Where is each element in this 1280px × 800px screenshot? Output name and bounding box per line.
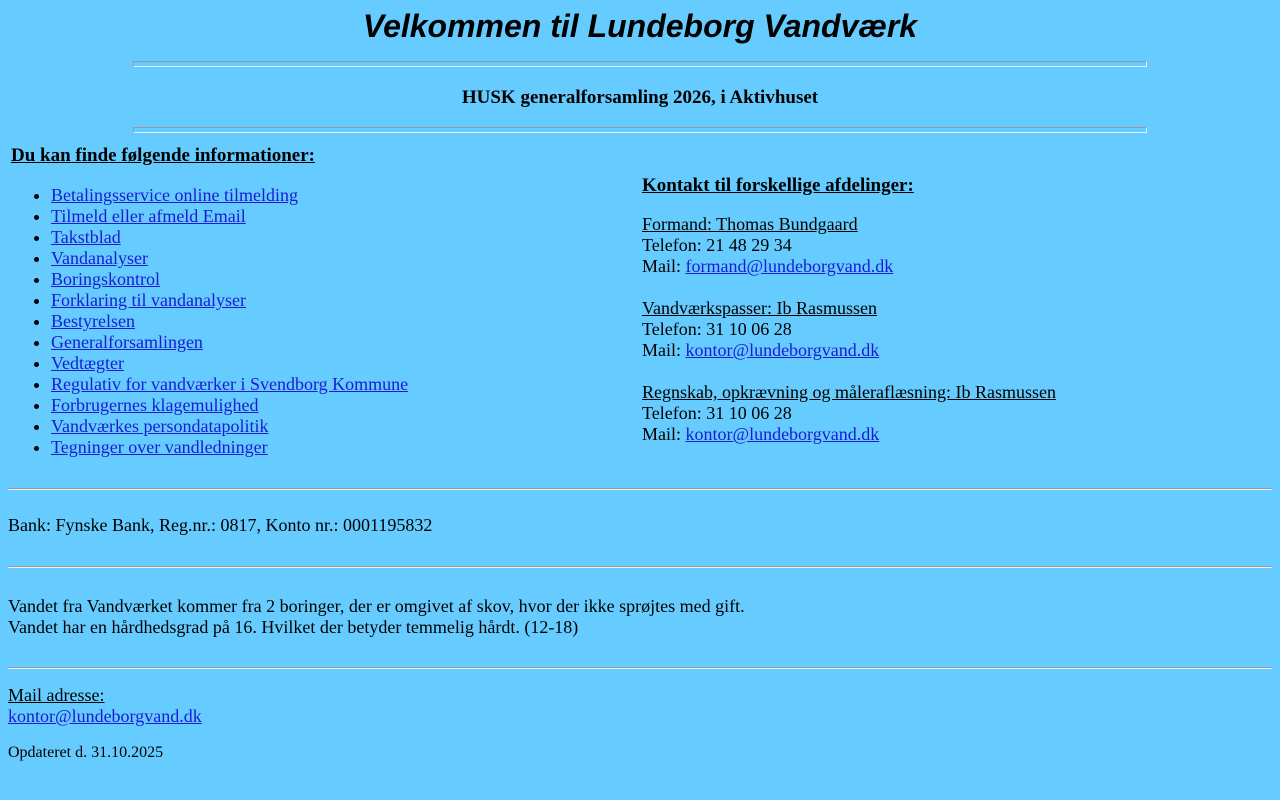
- contact-entry: [642, 214, 1262, 277]
- mail-address-section: [8, 685, 202, 727]
- mail-label: Mail:: [642, 256, 681, 276]
- divider: [133, 61, 1147, 67]
- mail-address-link[interactable]: kontor@lundeborgvand.dk: [8, 706, 202, 726]
- mail-label: Mail:: [642, 424, 681, 444]
- contact-role: Formand: Thomas Bundgaard: [642, 214, 858, 234]
- water-info-line: Vandet har en hårdhedsgrad på 16. Hvilket der betyder temmelig hårdt. (12-18): [8, 617, 579, 637]
- link-regulativ[interactable]: Regulativ for vandværker i Svendborg Kommune: [51, 374, 409, 394]
- link-boringskontrol[interactable]: Boringskontrol: [51, 269, 161, 289]
- link-bestyrelsen[interactable]: Bestyrelsen: [51, 311, 135, 331]
- list-item: [51, 290, 408, 311]
- announcement: HUSK generalforsamling 2026, i Aktivhuset: [461, 87, 819, 108]
- list-item: [51, 269, 408, 290]
- list-item: [51, 395, 408, 416]
- contact-section: [642, 174, 1262, 466]
- mail-address-label: Mail adresse:: [8, 685, 105, 705]
- divider: [8, 667, 1272, 669]
- divider: [8, 566, 1272, 568]
- link-generalforsamlingen[interactable]: Generalforsamlingen: [51, 332, 203, 352]
- list-item: [51, 437, 408, 458]
- contact-entry: [642, 382, 1262, 445]
- contact-entry: [642, 298, 1262, 361]
- list-item: [51, 332, 408, 353]
- contact-phone: Telefon: 21 48 29 34: [642, 235, 792, 255]
- link-persondatapolitik[interactable]: Vandværkes persondatapolitik: [51, 416, 269, 436]
- link-tilmeld-email[interactable]: Tilmeld eller afmeld Email: [51, 206, 246, 226]
- list-item: [51, 227, 408, 248]
- contact-role: Vandværkspasser: Ib Rasmussen: [642, 298, 877, 318]
- updated-date: Opdateret d. 31.10.2025: [8, 744, 164, 761]
- water-info-line: Vandet fra Vandværket kommer fra 2 boringer, der er omgivet af skov, hvor der ikke sprøjtes med gift.: [8, 596, 745, 616]
- contact-mail-row: [642, 256, 1262, 277]
- contact-mail-row: [642, 340, 1262, 361]
- list-item: [51, 206, 408, 227]
- info-heading: Du kan finde følgende informationer:: [11, 145, 315, 166]
- link-tegninger[interactable]: Tegninger over vandledninger: [51, 437, 268, 457]
- list-item: [51, 353, 408, 374]
- list-item: [51, 311, 408, 332]
- contact-email-link[interactable]: kontor@lundeborgvand.dk: [685, 424, 880, 444]
- mail-label: Mail:: [642, 340, 681, 360]
- divider: [8, 488, 1272, 490]
- link-vedtaegter[interactable]: Vedtægter: [51, 353, 124, 373]
- divider: [133, 127, 1147, 133]
- link-betalingsservice[interactable]: Betalingsservice online tilmelding: [51, 185, 298, 205]
- link-klagemulighed[interactable]: Forbrugernes klagemulighed: [51, 395, 259, 415]
- list-item: [51, 416, 408, 437]
- contact-heading: Kontakt til forskellige afdelinger:: [642, 175, 914, 196]
- bank-info: Bank: Fynske Bank, Reg.nr.: 0817, Konto nr.: 0001195832: [8, 515, 433, 535]
- contact-phone: Telefon: 31 10 06 28: [642, 403, 792, 423]
- contact-phone: Telefon: 31 10 06 28: [642, 319, 792, 339]
- list-item: [51, 185, 408, 206]
- page-title: Velkommen til Lundeborg Vandværk: [362, 8, 918, 44]
- list-item: [51, 374, 408, 395]
- contact-role: Regnskab, opkrævning og måleraflæsning: Ib Rasmussen: [642, 382, 1056, 402]
- link-takstblad[interactable]: Takstblad: [51, 227, 121, 247]
- link-vandanalyser[interactable]: Vandanalyser: [51, 248, 148, 268]
- contact-email-link[interactable]: kontor@lundeborgvand.dk: [685, 340, 880, 360]
- link-forklaring[interactable]: Forklaring til vandanalyser: [51, 290, 246, 310]
- water-info: [8, 596, 745, 638]
- info-link-list: [11, 185, 408, 458]
- contact-mail-row: [642, 424, 1262, 445]
- list-item: [51, 248, 408, 269]
- contact-email-link[interactable]: formand@lundeborgvand.dk: [685, 256, 894, 276]
